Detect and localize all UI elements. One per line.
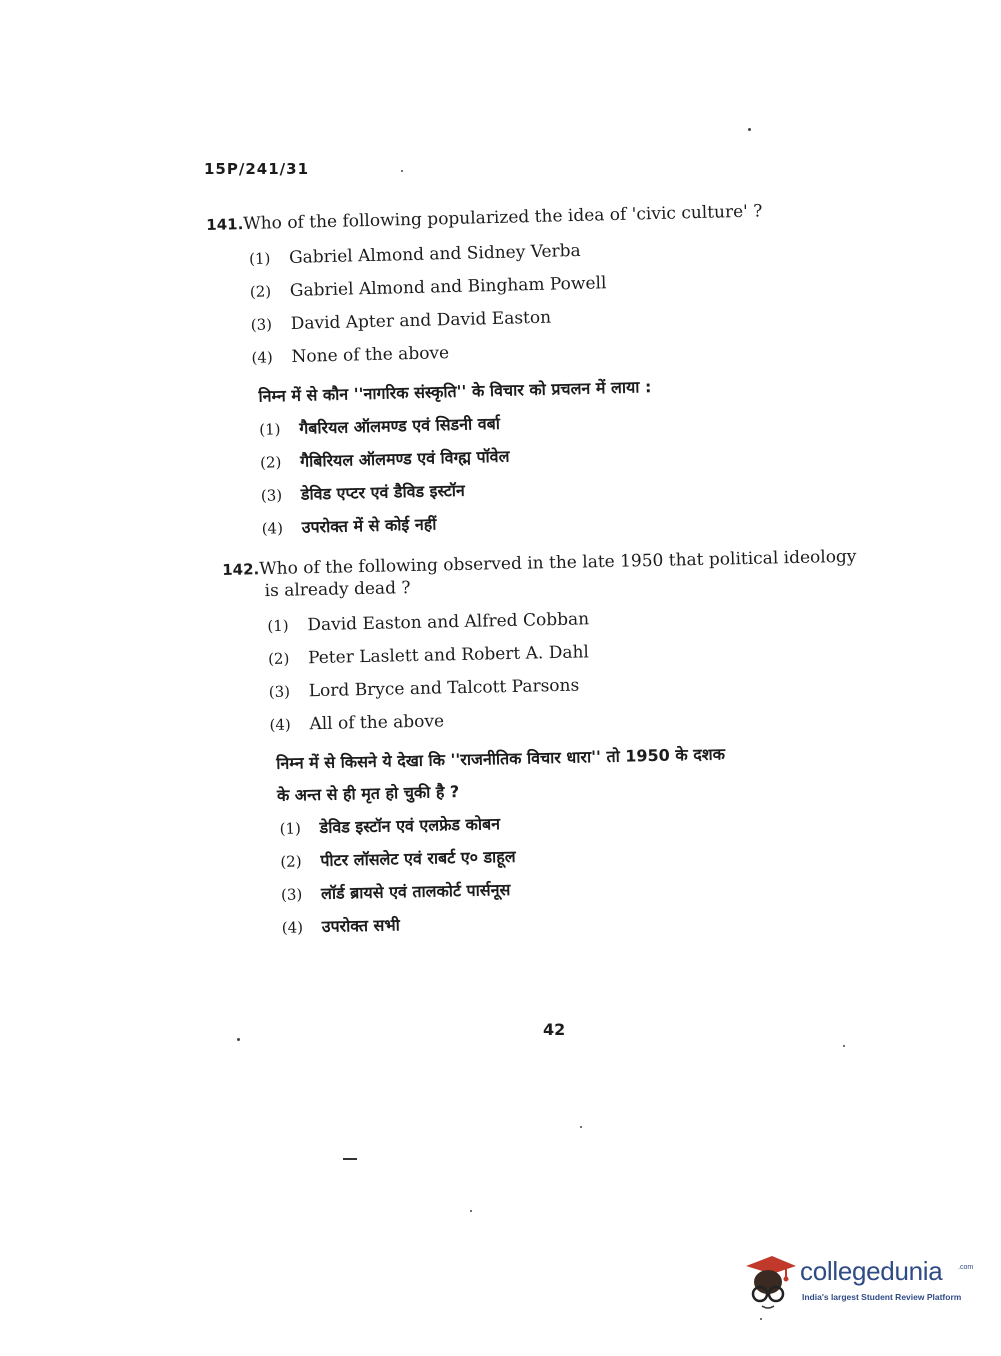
option-hindi-1: (1) डेविड इस्टॉन एवं एलफ्रेड कोबन	[279, 814, 501, 838]
brand-name: collegedunia	[800, 1256, 943, 1286]
graduate-mascot-icon	[742, 1252, 798, 1312]
question-141	[206, 200, 770, 545]
scan-mark	[343, 1158, 357, 1160]
option-hindi-2: (2) पीटर लॉसलेट एवं राबर्ट ए० डाहूल	[280, 846, 516, 871]
brand-domain: .com	[958, 1264, 974, 1271]
option-hindi-4: (4) उपरोक्त सभी	[281, 915, 400, 937]
question-number: 142.	[222, 560, 260, 579]
question-hindi-line2: के अन्त से ही मृत हो चुकी है ?	[276, 782, 460, 805]
scan-speck	[760, 1318, 762, 1320]
question-english-line1: Who of the following observed in the late 1950 that political ideology	[259, 546, 857, 580]
option-hindi-3: (3) डेविड एप्टर एवं डैविड इस्टॉन	[260, 480, 466, 505]
scan-speck	[401, 170, 403, 172]
scan-speck	[470, 1210, 472, 1212]
question-hindi-line1: निम्न में से किसने ये देखा कि ''राजनीतिक विचार धारा'' तो 1950 के दशक	[276, 744, 726, 773]
question-hindi: निम्न में से कौन ''नागरिक संस्कृति'' के विचार को प्रचलन में लाया :	[258, 377, 652, 406]
page-number: 42	[543, 1020, 566, 1039]
question-number: 141.	[206, 215, 244, 234]
scan-speck	[843, 1045, 845, 1047]
option-hindi-3: (3) लॉर्ड ब्रायसे एवं तालकोर्ट पार्सनूस	[280, 880, 511, 904]
paper-code: 15P/241/31	[204, 160, 310, 178]
option-english-1: (1) David Easton and Alfred Cobban	[267, 609, 590, 636]
option-hindi-2: (2) गैबिरियल ऑलमण्ड एवं विग्ह्म पॉवेल	[259, 446, 510, 472]
option-english-4: (4) None of the above	[251, 343, 450, 367]
scan-speck	[748, 128, 751, 131]
question-english: Who of the following popularized the idea of 'civic culture' ?	[243, 201, 763, 235]
option-english-1: (1) Gabriel Almond and Sidney Verba	[248, 240, 581, 268]
option-english-3: (3) Lord Bryce and Talcott Parsons	[268, 675, 580, 702]
option-english-2: (2) Peter Laslett and Robert A. Dahl	[267, 642, 590, 669]
collegedunia-watermark	[742, 1252, 974, 1312]
brand-tagline: India's largest Student Review Platform	[802, 1292, 962, 1302]
scan-speck	[580, 1126, 582, 1128]
option-english-2: (2) Gabriel Almond and Bingham Powell	[249, 273, 607, 301]
question-142	[222, 546, 864, 945]
option-hindi-1: (1) गैबरियल ऑलमण्ड एवं सिडनी वर्बा	[259, 413, 501, 439]
option-hindi-4: (4) उपरोक्त में से कोई नहीं	[261, 514, 437, 538]
option-english-3: (3) David Apter and David Easton	[250, 307, 552, 334]
scan-speck	[237, 1038, 240, 1041]
option-english-4: (4) All of the above	[269, 711, 445, 735]
question-english-line2: is already dead ?	[264, 578, 411, 602]
